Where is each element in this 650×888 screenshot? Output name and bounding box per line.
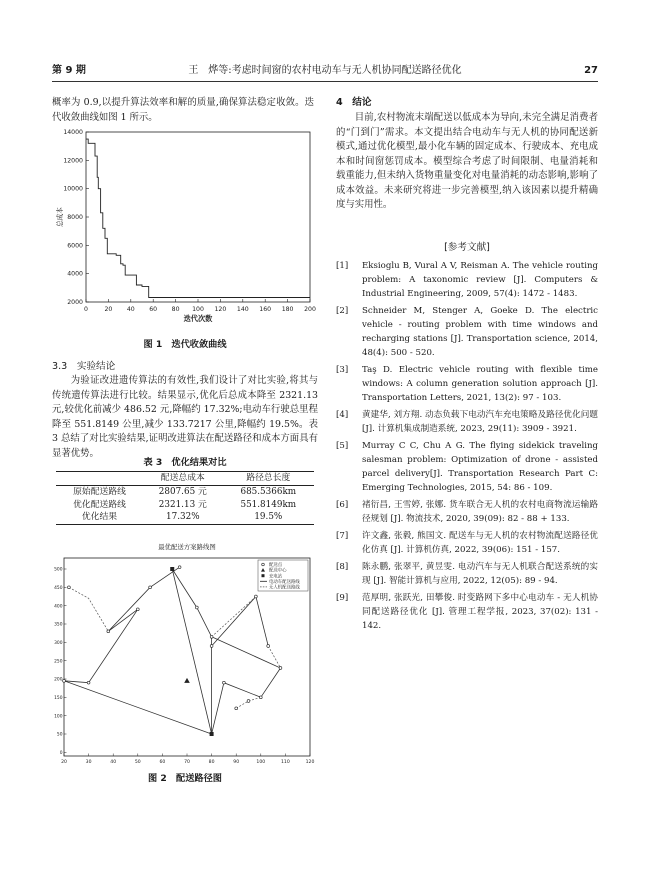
- legend-entry: 无人机配送路线: [269, 585, 300, 591]
- ev-route-line: [64, 567, 212, 734]
- table-3-caption: 表 3 优化结果对比: [143, 457, 227, 468]
- table-cell: 2807.65 元: [158, 486, 207, 497]
- y-tick-label: 100: [54, 714, 63, 720]
- reference-item: [3] Taş D. Electric vehicle routing with flexible time windows: A column generation solution approach [J]. Transportation Letters, 2021, 13(2): 97 - 103.: [336, 365, 598, 403]
- customer-point: [195, 606, 198, 609]
- legend-entry: 电动车配送路线: [269, 579, 300, 585]
- x-tick-label: 50: [134, 760, 141, 765]
- figure-1-caption: 图 1 迭代收敛曲线: [143, 339, 227, 350]
- depot-point: [184, 678, 190, 683]
- ev-route-line: [212, 637, 281, 734]
- legend-symbol-charging: [262, 574, 265, 577]
- y-tick-label: 300: [54, 640, 63, 646]
- customer-point: [107, 630, 110, 633]
- reference-item: [1] Eksioglu B, Vural A V, Reisman A. The vehicle routing problem: A taxonomic review [J]. Computers & Industrial Engineering, 2009, 57(4): 1472 - 1483.: [336, 261, 598, 299]
- y-tick-label: 12000: [63, 157, 83, 165]
- customer-point: [254, 595, 257, 598]
- table-cell: 原始配送路线: [73, 486, 126, 497]
- customer-point: [279, 667, 282, 670]
- x-tick-label: 140: [236, 306, 249, 313]
- section-4-title: 4 结论: [336, 97, 372, 108]
- reference-list: [336, 259, 598, 636]
- x-tick-label: 120: [305, 760, 315, 765]
- y-tick-label: 150: [54, 695, 63, 701]
- x-tick-label: 40: [110, 760, 117, 765]
- charging-station-point: [170, 567, 174, 571]
- customer-point: [223, 681, 226, 684]
- y-tick-label: 10000: [63, 185, 83, 193]
- x-tick-label: 100: [192, 306, 204, 313]
- x-tick-label: 80: [171, 306, 180, 313]
- table-row: [56, 511, 314, 524]
- x-tick-label: 100: [256, 760, 266, 765]
- legend-entry: 配送点: [269, 563, 283, 569]
- x-tick-label: 20: [61, 760, 67, 765]
- running-title: 王 烨等:考虑时间窗的农村电动车与无人机协同配送路径优化: [188, 65, 462, 76]
- references-title: [参考文献]: [444, 242, 490, 253]
- customer-point: [87, 681, 90, 684]
- x-tick-label: 0: [84, 306, 88, 313]
- x-tick-label: 110: [281, 760, 290, 765]
- y-axis-label: 总成本: [56, 207, 64, 227]
- drone-route-line: [268, 646, 280, 668]
- x-axis-label: 迭代次数: [183, 314, 213, 323]
- customer-point: [68, 586, 71, 589]
- y-tick-label: 14000: [63, 129, 83, 136]
- table-header-row: [56, 472, 314, 486]
- customer-point: [247, 700, 250, 703]
- x-tick-label: 30: [85, 760, 92, 765]
- legend-symbol-customer: [262, 563, 265, 566]
- drone-route-line: [212, 597, 256, 637]
- reference-item: [5] Murray C C, Chu A G. The flying sidekick traveling salesman problem: Optimization of drone - assisted parcel delivery[J]. Transportation Research Part C: Emerging Technologies, 2015, 54: 86 - 109.: [336, 441, 598, 493]
- x-tick-label: 90: [233, 760, 240, 765]
- table-header-cell: [56, 472, 143, 486]
- x-tick-label: 80: [208, 760, 215, 765]
- x-tick-label: 70: [184, 760, 190, 765]
- table-cell: 优化配送路线: [73, 499, 126, 510]
- reference-item: [4] 黄建华, 刘方翔. 动态负载下电动汽车充电策略及路径优化问题[J]. 计算机集成制造系统, 2023, 29(11): 3909 - 3921.: [336, 410, 598, 434]
- y-tick-label: 6000: [67, 242, 83, 250]
- customer-point: [63, 679, 66, 682]
- y-tick-label: 200: [54, 677, 63, 683]
- table-cell: 685.5366km: [240, 486, 297, 497]
- reference-item: [9] 范厚明, 张跃光, 田攀俊. 时变路网下多中心电动车 - 无人机协同配送路径优化 [J]. 管理工程学报, 2023, 37(02): 131 - 142.: [336, 593, 598, 631]
- table-cell: 551.8149km: [240, 499, 297, 510]
- y-tick-label: 8000: [67, 214, 83, 221]
- table-header-cell: 路径总长度: [246, 473, 291, 483]
- x-tick-label: 20: [104, 306, 113, 313]
- y-tick-label: 50: [56, 732, 63, 738]
- y-tick-label: 0: [59, 750, 63, 756]
- legend-entry: 充电站: [269, 574, 283, 580]
- section-3-3-title: 3.3 实验结论: [52, 361, 116, 372]
- figure-1-convergence-chart: [52, 126, 318, 336]
- intro-paragraph: 概率为 0.9,以提升算法效率和解的质量,确保算法稳定收敛。迭代收敛曲线如图 1 所示。: [52, 97, 314, 123]
- table-row: [56, 485, 314, 498]
- customer-point: [178, 566, 181, 569]
- ev-route-line: [212, 597, 269, 647]
- table-cell: 2321.13 元: [158, 499, 207, 510]
- y-tick-label: 500: [54, 567, 63, 573]
- convergence-line: [86, 139, 310, 297]
- customer-point: [136, 608, 139, 611]
- table-row: [56, 499, 314, 512]
- x-tick-label: 40: [126, 306, 135, 313]
- table-cell: 优化结果: [81, 512, 118, 523]
- y-tick-label: 250: [54, 659, 63, 665]
- ev-route-line: [172, 569, 211, 734]
- customer-point: [259, 696, 262, 699]
- section-4-text: 目前,农村物流末端配送以低成本为导向,未完全满足消费者的“门到门”需求。本文提出结合电动车与无人机的协同配送新模式,通过优化模型,最小化车辆的固定成本、行驶成本、充电成本和时间窗惩罚成本。模型综合考虑了时间限制、电量消耗和载重能力,但未纳入货物重量变化对电量消耗的动态影响,影响了成本效益。未来研究将进一步完善模型,纳入该因素以提升精确度与实用性。: [336, 112, 598, 211]
- header-rule: [52, 81, 598, 82]
- x-tick-label: 60: [159, 760, 166, 765]
- figure-2-route-chart: [52, 540, 318, 770]
- page-number: 27: [584, 65, 598, 76]
- charging-station-point: [210, 732, 214, 736]
- y-tick-label: 350: [54, 622, 63, 628]
- customer-point: [210, 635, 213, 638]
- drone-route-line: [69, 587, 108, 631]
- table-cell: 19.5%: [254, 512, 283, 523]
- table-cell: 17.32%: [166, 512, 200, 523]
- figure-2-title: 最优配送方案路线图: [158, 543, 216, 551]
- figure-2-caption: 图 2 配送路径图: [148, 773, 222, 784]
- x-tick-label: 160: [259, 306, 272, 313]
- reference-item: [7] 许文鑫, 张毅, 熊国文. 配送车与无人机的农村物流配送路径优化仿真 [J]. 计算机仿真, 2022, 39(06): 151 - 157.: [336, 531, 598, 555]
- x-tick-label: 60: [149, 306, 158, 313]
- customer-point: [149, 586, 152, 589]
- customer-point: [210, 645, 213, 648]
- legend-entry: 配送中心: [269, 568, 287, 574]
- plot-frame: [86, 132, 310, 302]
- drone-route-line: [236, 697, 261, 708]
- table-3: [56, 471, 314, 525]
- x-tick-label: 120: [214, 306, 227, 313]
- customer-point: [267, 645, 270, 648]
- x-tick-label: 180: [281, 306, 294, 313]
- table-header-cell: 配送总成本: [160, 473, 205, 483]
- issue-number: 第 9 期: [52, 65, 86, 76]
- y-tick-label: 450: [54, 585, 63, 591]
- reference-item: [6] 褚衍昌, 王雪婷, 张娜. 货车联合无人机的农村电商物流运输路径规划 [J]. 物流技术, 2020, 39(09): 82 - 88 + 133.: [336, 500, 598, 524]
- x-tick-label: 200: [304, 306, 316, 313]
- customer-point: [235, 707, 238, 710]
- y-tick-label: 2000: [67, 299, 83, 306]
- section-3-3-text: 为验证改进遗传算法的有效性,我们设计了对比实验,将其与传统遗传算法进行比较。结果显示,优化后总成本降至 2321.13 元,较优化前减少 486.52 元,降幅约 17.32%;电动车行驶总里程降至 551.8149 公里,减少 133.7217 公里,降幅约 19.5%。表 3 总结了对比实验结果,证明改进算法在配送路径和成本方面具有显著优势。: [52, 375, 318, 459]
- reference-item: [8] 陈永鹏, 张翠平, 黄昱雯. 电动汽车与无人机联合配送系统的实现 [J]. 智能计算机与应用, 2022, 12(05): 89 - 94.: [336, 562, 598, 586]
- page-header: [52, 63, 598, 79]
- reference-item: [2] Schneider M, Stenger A, Goeke D. The electric vehicle - routing problem with time windows and recharging stations [J]. Transportation science, 2014, 48(4): 500 - 520.: [336, 306, 598, 358]
- y-tick-label: 4000: [67, 270, 83, 278]
- y-tick-label: 400: [54, 604, 63, 610]
